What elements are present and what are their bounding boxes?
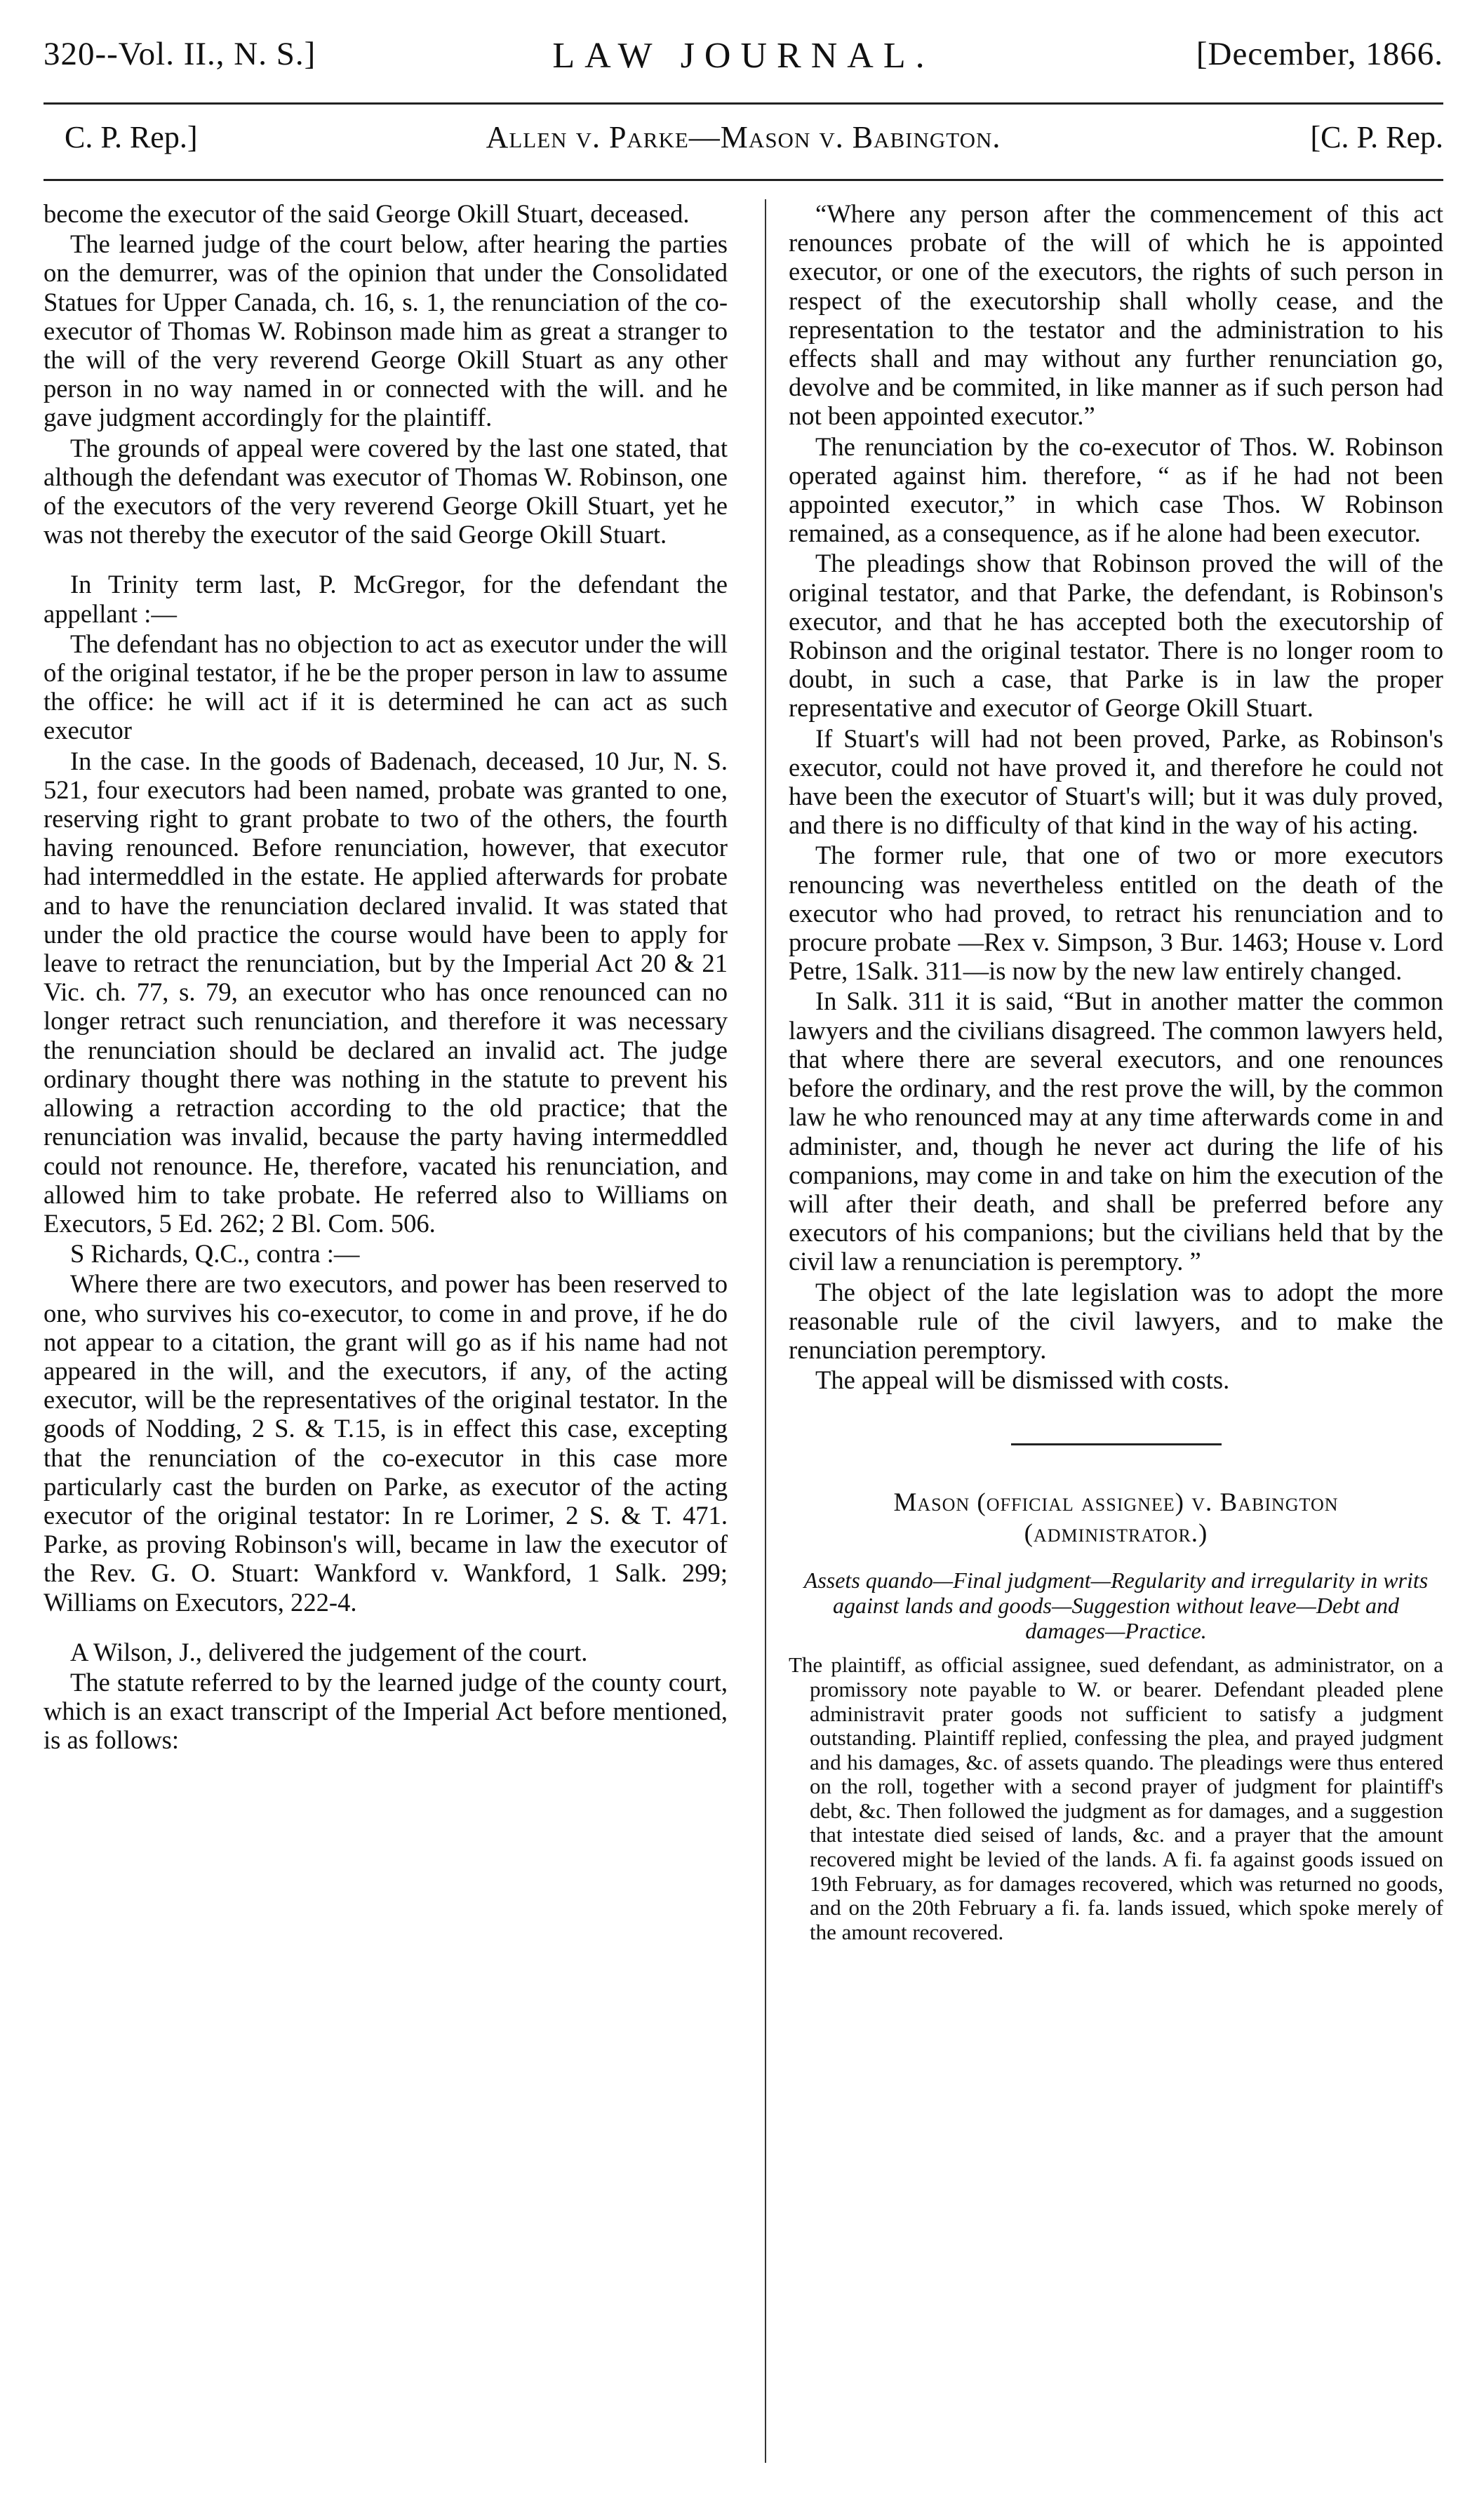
left-column-paragraph: The statute referred to by the learned judge of the county court, which is an exact transcript of the Imperial Act before mentioned, is as follows: xyxy=(44,1667,728,1755)
left-column-paragraph: In the case. In the goods of Badenach, deceased, 10 Jur, N. S. 521, four executors had been named, probate was granted to one, reserving right to grant probate to two of the others, the fourth having renounced. Before renunciation, however, that executor had intermeddled in the estate. He applied afterwards for probate and to have the renunciation declared invalid. It was stated that under the old practice the course would have been to apply for leave to retract the renunciation, but by the Imperial Act 20 & 21 Vic. ch. 77, s. 79, an executor who has once renounced can no longer retract such renunciation, and therefore it was necessary the renunciation should be declared an invalid act. The judge ordinary thought there was nothing in the statute to prevent his allowing a retraction according to the old practice; that the renunciation was invalid, because the party having intermeddled could not renounce. He, therefore, vacated his renunciation, and allowed him to take probate. He referred also to Williams on Executors, 5 Ed. 262; 2 Bl. Com. 506. xyxy=(44,746,728,1238)
right-column-paragraph: If Stuart's will had not been proved, Parke, as Robinson's executor, could not have proved it, and therefore he could not have been the executor of Stuart's will; but it was duly proved, and there is no difficulty of that kind in the way of his acting. xyxy=(789,723,1443,840)
right-column-paragraph: In Salk. 311 it is said, “But in another matter the common lawyers and the civilians disagreed. The common lawyers held, that where there are several executors, and one renounces before the ordinary, and the rest prove the will, by the common law he who renounced may at any time afterwards come in and administer, and, though he never act during the life of his companions, may come in and take on him the execution of the will after their death, and shall be preferred before any executors of his companions; but the civilians held that by the civil law a renunciation is peremptory. ” xyxy=(789,987,1443,1276)
left-column-paragraph: Where there are two executors, and power has been reserved to one, who survives his co-executor, to come in and prove, if he do not appear to a citation, the grant will go as if his name had not appeared in the will, and the executors, if any, of the acting executor, will be the representatives of the original testator. In the goods of Nodding, 2 S. & T.15, is in effect this case, excepting that the renunciation of the co-executor in this case more particularly cast the burden on Parke, as executor of the acting executor of the original testator: In re Lorimer, 2 S. & T. 471. Parke, as proving Robinson's will, became in law the executor of the Rev. G. O. Stuart: Wankford v. Wankford, 1 Salk. 299; Williams on Executors, 222-4. xyxy=(44,1269,728,1617)
section-rule xyxy=(1011,1443,1222,1445)
right-column-paragraph: The former rule, that one of two or more executors renouncing was nevertheless entitled on the death of the executor who had proved, to retract his renunciation and to procure probate —Rex v. Simpson, 3 Bur. 1463; House v. Lord Petre, 1Salk. 311—is now by the new law entirely changed. xyxy=(789,841,1443,986)
left-column-paragraph: In Trinity term last, P. McGregor, for the defendant the appellant :— xyxy=(44,570,728,628)
right-column xyxy=(789,199,1443,1944)
subheader-rule xyxy=(44,179,1443,181)
report-header xyxy=(44,119,1443,175)
running-header xyxy=(44,35,1443,98)
report-label-right: [C. P. Rep. xyxy=(1310,120,1443,154)
left-column-paragraph: A Wilson, J., delivered the judgement of the court. xyxy=(70,1637,588,1666)
report-label-left: C. P. Rep.] xyxy=(65,120,198,154)
right-column-paragraph: The pleadings show that Robinson proved the will of the original testator, and that Parke, the defendant, is Robinson's executor, and that he has accepted both the executorship of Robinson and the original testator. There is no longer room to doubt, in such a case, that Parke is in law the proper representative and executor of George Okill Stuart. xyxy=(789,549,1443,723)
journal-page xyxy=(44,35,1443,2463)
right-column-paragraph: The appeal will be dismissed with costs. xyxy=(815,1365,1230,1395)
issue-date: [December, 1866. xyxy=(1196,36,1443,72)
right-column-paragraph: The object of the late legislation was to adopt the more reasonable rule of the civil lawyers, and to make the renunciation peremptory. xyxy=(789,1277,1443,1364)
page-reference: 320--Vol. II., N. S.] xyxy=(44,36,316,72)
left-column-paragraph: The grounds of appeal were covered by the last one stated, that although the defendant was executor of Thomas W. Robinson, one of the executors of the very reverend George Okill Stuart, yet he was not thereby the executor of the said George Okill Stuart. xyxy=(44,433,728,549)
case-summary xyxy=(789,1653,1443,1944)
second-case-title xyxy=(789,1488,1443,1549)
column-divider xyxy=(765,199,766,2463)
case-summary-text: The plaintiff, as official assignee, sued defendant, as administrator, on a promissory note payable to W. or bearer. Defendant pleaded plene administravit prater goods not sufficient to satisfy a judgment outstanding. Plaintiff replied, confessing the plea, and prayed judgment and his damages, &c. of assets quando. The pleadings were thus entered on the roll, together with a second prayer of judgment for plaintiff's debt, &c. Then followed the judgment as for damages, and a suggestion that intestate died seised of lands, &c. and a prayer that the amount recovered might be levied of the lands. A fi. fa against goods issued on 19th February, as for damages recovered, which was returned no goods, and on the 20th February a fi. fa. lands issued, which spoke merely of the amount recovered. xyxy=(789,1652,1443,1944)
case-names: Allen v. Parke—Mason v. Babington. xyxy=(486,120,1001,154)
left-column-paragraph: The learned judge of the court below, after hearing the parties on the demurrer, was of the opinion that under the Consolidated Statues for Upper Canada, ch. 16, s. 1, the renunciation of the co-executor of Thomas W. Robinson made him as great a stranger to the will of the very reverend George Okill Stuart as any other person in no way named in or connected with the will. and he gave judgment accordingly for the plaintiff. xyxy=(44,229,728,432)
right-column-paragraph: The renunciation by the co-executor of Thos. W. Robinson operated against him. therefore, “ as if he had not been appointed executor,” in which case Thos. W Robinson remained, as a consequence, as if he alone had been executor. xyxy=(789,432,1443,548)
right-column-paragraph: “Where any person after the commencement of this act renounces probate of the will of which he is appointed executor, or one of the executors, the rights of such person in respect of the executorship shall wholly cease, and the representation to the testator and the administration to his effects shall and may without any further renunciation go, devolve and be commited, in like manner as if such person had not been appointed executor.” xyxy=(789,199,1443,431)
headnote: Assets quando—Final judgment—Regularity and irregularity in writs against lands and goods—Suggestion without leave—Debt and damages—Practice. xyxy=(803,1567,1429,1644)
left-column xyxy=(44,199,728,1755)
header-rule xyxy=(44,102,1443,105)
left-column-paragraph: S Richards, Q.C., contra :— xyxy=(70,1239,360,1269)
second-case-title-line1: Mason (official assignee) v. Babington xyxy=(893,1488,1339,1518)
left-column-paragraph: become the executor of the said George Okill Stuart, deceased. xyxy=(44,199,690,228)
right-column-text xyxy=(789,199,1443,1394)
left-column-paragraph: The defendant has no objection to act as executor under the will of the original testator, if he be the proper person in law to assume the office: he will act if it is determined he can act as such executor xyxy=(44,629,728,745)
second-case-title-line2: (administrator.) xyxy=(1024,1519,1208,1549)
journal-title: LAW JOURNAL. xyxy=(552,36,935,76)
